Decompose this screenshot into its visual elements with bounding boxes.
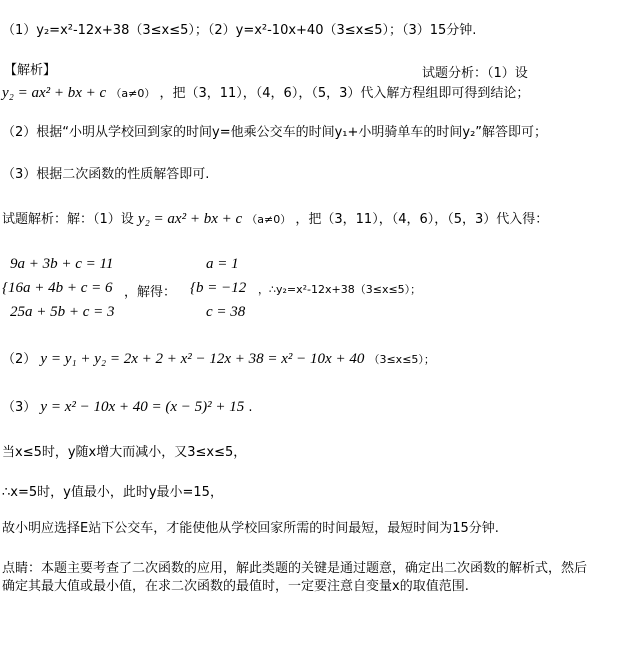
therefore-line: ，∴y₂=x²-12x+38（3≤x≤5）； — [258, 283, 422, 296]
solve-word: ，解得： — [124, 285, 177, 300]
solution-intro-cond: （a≠0） — [246, 213, 292, 226]
analysis-right-label: 试题分析：（1）设 — [422, 66, 528, 81]
analysis-formula: y₂ = ax² + bx + c — [2, 85, 107, 101]
monotonic-line: 当x≤5时，y随x增大而减小，又3≤x≤5， — [2, 445, 247, 460]
answer-line: （1）y₂=x²-12x+38（3≤x≤5）；（2）y=x²-10x+40（3≤x≤5）；（3）15分钟. — [2, 23, 477, 38]
part2-label: （2） — [2, 352, 37, 367]
comment-line-2: 确定其最大值或最小值，在求二次函数的最值时，一定要注意自变量x的取值范围. — [2, 579, 469, 594]
solution-intro-rest: ，把（3，11），（4，6），（5，3）代入得： — [295, 212, 549, 227]
analysis-rest: ，把（3，11），（4，6），（5，3）代入解方程组即可得到结论； — [159, 86, 530, 101]
solution-intro — [2, 210, 548, 229]
part3-line — [2, 398, 253, 417]
result-a: a = 1 — [206, 256, 239, 272]
part3-label: （3） — [2, 400, 37, 415]
result-b: {b = −12 — [190, 280, 247, 296]
part2-line — [2, 350, 435, 369]
solution-intro-prefix: 试题解析：解：（1）设 — [2, 212, 134, 227]
analysis-tag: 【解析】 — [4, 63, 57, 78]
analysis-line-3: （3）根据二次函数的性质解答即可. — [2, 167, 210, 182]
system-eq-1: 9a + 3b + c = 11 — [10, 256, 114, 272]
analysis-line-2: （2）根据“小明从学校回到家的时间y=他乘公交车的时间y₁+小明骑单车的时间y₂”解答即可； — [2, 125, 548, 140]
system-eq-3: 25a + 5b + c = 3 — [10, 304, 115, 320]
solution-intro-formula: y₂ = ax² + bx + c — [137, 211, 243, 227]
part2-formula: y = y₁ + y₂ = 2x + 2 + x² − 12x + 38 = x² − 10x + 40 — [40, 351, 365, 367]
analysis-line-1 — [2, 84, 529, 103]
comment-line-1: 点睛：本题主要考查了二次函数的应用，解此类题的关键是通过题意，确定出二次函数的解析式，然后 — [2, 561, 588, 576]
part3-end: . — [248, 400, 253, 415]
part2-cond: （3≤x≤5）； — [368, 353, 435, 366]
result-c: c = 38 — [206, 304, 246, 320]
system-eq-2: {16a + 4b + c = 6 — [2, 280, 113, 296]
analysis-cond: （a≠0） — [110, 87, 156, 100]
part3-formula: y = x² − 10x + 40 = (x − 5)² + 15 — [40, 399, 245, 415]
conclusion-line: 故小明应选择E站下公交车，才能使他从学校回家所需的时间最短，最短时间为15分钟. — [2, 521, 499, 536]
minimum-line: ∴x=5时，y值最小，此时y最小=15， — [2, 485, 223, 500]
